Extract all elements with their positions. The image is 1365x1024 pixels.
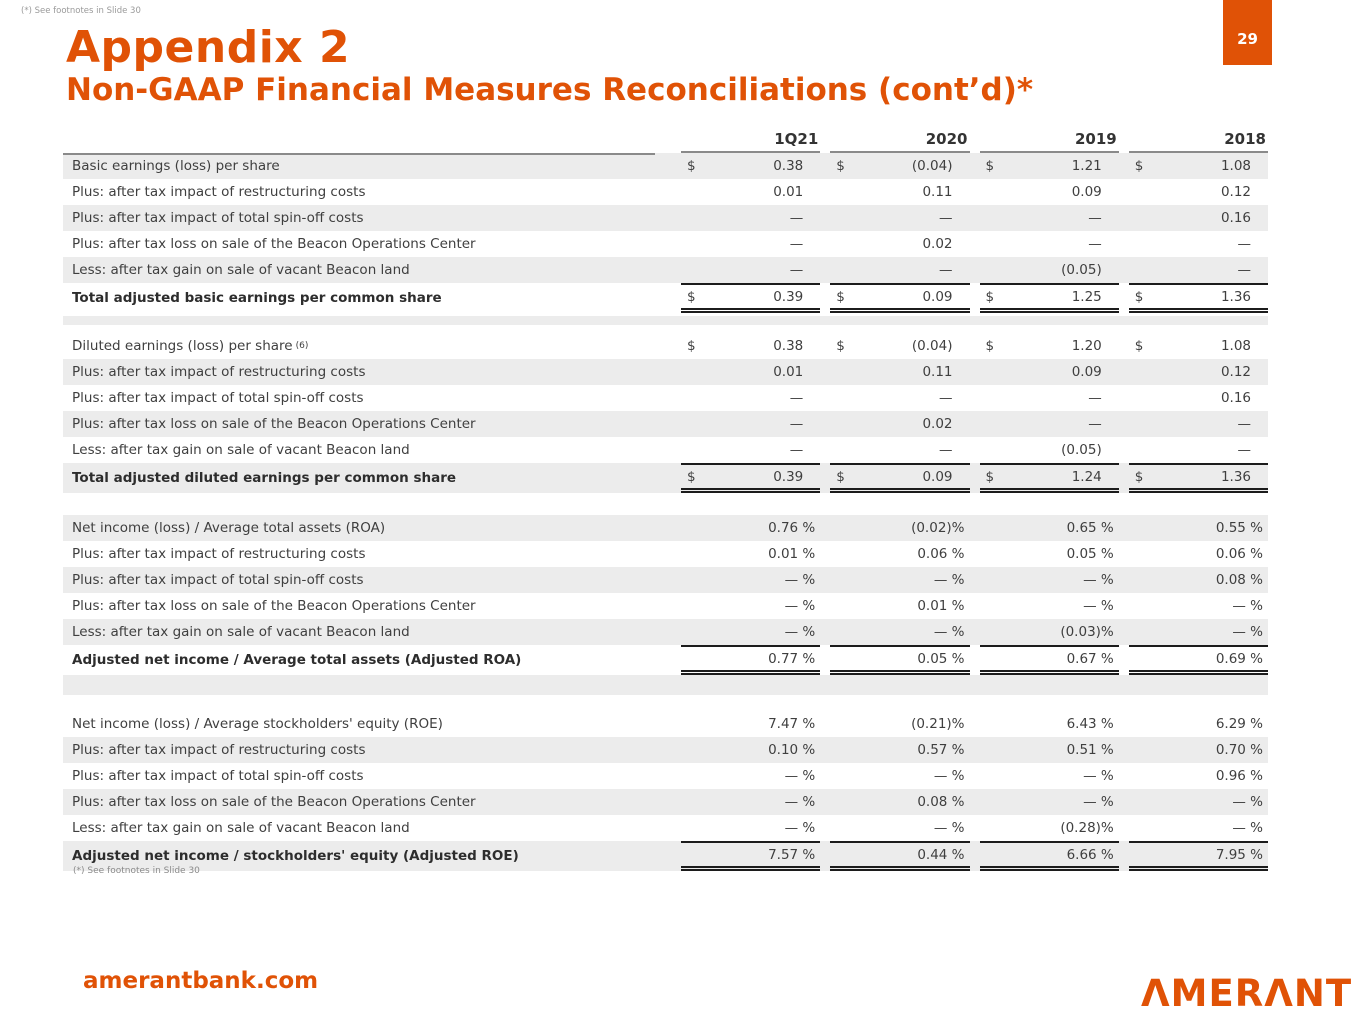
value-cell: [970, 359, 1119, 385]
row-label: Plus: after tax impact of restructuring costs: [72, 364, 366, 380]
value-cell: [970, 841, 1119, 871]
value-cell: [820, 385, 969, 411]
dollar-sign: $: [985, 338, 995, 354]
row-label: Plus: after tax impact of total spin-off costs: [72, 210, 364, 226]
value-cell: [671, 179, 820, 205]
column-header-2019: 2019: [970, 130, 1119, 153]
reconciliation-table: [63, 130, 1268, 871]
cell-value: —: [1237, 236, 1251, 252]
row-label: Plus: after tax impact of restructuring costs: [72, 184, 366, 200]
row-label: Basic earnings (loss) per share: [72, 158, 280, 174]
cell-value: 0.01: [773, 364, 804, 380]
row-label: Less: after tax gain on sale of vacant Beacon land: [72, 624, 410, 640]
cell-value: 0.10 %: [768, 742, 816, 758]
table-row: [63, 437, 1268, 463]
value-cell: [1119, 567, 1268, 593]
row-label: Plus: after tax loss on sale of the Beacon Operations Center: [72, 236, 476, 252]
table-row: [63, 567, 1268, 593]
value-cell: [1119, 815, 1268, 841]
value-cell: [671, 593, 820, 619]
value-cell: [1119, 463, 1268, 493]
cell-value: 6.43 %: [1066, 716, 1114, 732]
value-cell: [671, 737, 820, 763]
cell-value: — %: [784, 624, 816, 640]
value-cell: [671, 515, 820, 541]
cell-value: (0.04): [911, 158, 953, 174]
row-label: Total adjusted diluted earnings per common share: [72, 470, 457, 486]
dollar-sign: $: [1134, 158, 1144, 174]
value-cell: [1119, 179, 1268, 205]
value-cell: [671, 411, 820, 437]
value-cell: [820, 593, 969, 619]
value-cell: [820, 231, 969, 257]
value-cell: [820, 257, 969, 283]
value-cell: [820, 153, 969, 179]
cell-value: — %: [1083, 768, 1114, 784]
cell-value: — %: [784, 768, 816, 784]
cell-value: 0.11: [922, 364, 953, 380]
cell-value: — %: [784, 820, 816, 836]
footnote-superscript: (6): [295, 341, 309, 351]
column-header-1Q21: 1Q21: [671, 130, 820, 153]
value-cell: [820, 763, 969, 789]
cell-value: 0.02: [922, 416, 953, 432]
dollar-sign: $: [687, 338, 696, 354]
cell-value: 0.38: [773, 338, 804, 354]
row-label: Plus: after tax impact of restructuring costs: [72, 742, 366, 758]
spacer-row: [63, 675, 1268, 695]
value-cell: [970, 763, 1119, 789]
row-label: Diluted earnings (loss) per share (6): [72, 338, 309, 354]
value-cell: [671, 437, 820, 463]
value-cell: [970, 437, 1119, 463]
table-header-row: [63, 130, 1268, 153]
value-cell: [820, 789, 969, 815]
cell-value: 6.29 %: [1215, 716, 1263, 732]
cell-value: 1.36: [1220, 288, 1251, 305]
value-cell: [671, 567, 820, 593]
value-cell: [970, 619, 1119, 645]
value-cell: [671, 789, 820, 815]
cell-value: 6.66 %: [1066, 846, 1114, 863]
cell-value: 0.01 %: [917, 598, 965, 614]
value-cell: [970, 179, 1119, 205]
row-label: Less: after tax gain on sale of vacant Beacon land: [72, 262, 410, 278]
cell-value: 0.11: [922, 184, 953, 200]
value-cell: [1119, 645, 1268, 675]
value-cell: [820, 411, 969, 437]
value-cell: [970, 711, 1119, 737]
value-cell: [671, 541, 820, 567]
row-label: Net income (loss) / Average total assets (ROA): [72, 520, 386, 536]
table-row: [63, 619, 1268, 645]
cell-value: 0.96 %: [1215, 768, 1263, 784]
cell-value: 0.09: [922, 288, 953, 305]
cell-value: (0.21)%: [911, 716, 965, 732]
table-row: [63, 179, 1268, 205]
cell-value: 0.44 %: [917, 846, 965, 863]
value-cell: [970, 789, 1119, 815]
table-row: [63, 333, 1268, 359]
dollar-sign: $: [985, 288, 995, 305]
value-cell: [1119, 153, 1268, 179]
value-cell: [970, 567, 1119, 593]
value-cell: [671, 841, 820, 871]
value-cell: [970, 463, 1119, 493]
row-label: Plus: after tax impact of restructuring costs: [72, 546, 366, 562]
value-cell: [1119, 593, 1268, 619]
cell-value: —: [1088, 390, 1102, 406]
table-row: [63, 463, 1268, 493]
row-label: Less: after tax gain on sale of vacant Beacon land: [72, 442, 410, 458]
cell-value: (0.02)%: [911, 520, 965, 536]
table-row: [63, 515, 1268, 541]
value-cell: [970, 815, 1119, 841]
value-cell: [1119, 257, 1268, 283]
value-cell: [1119, 619, 1268, 645]
value-cell: [1119, 763, 1268, 789]
cell-value: (0.04): [911, 338, 953, 354]
cell-value: — %: [1083, 598, 1114, 614]
table-row: [63, 359, 1268, 385]
top-footnote: (*) See footnotes in Slide 30: [21, 6, 141, 16]
value-cell: [671, 333, 820, 359]
spacer-row: [63, 325, 1268, 333]
cell-value: 0.08 %: [917, 794, 965, 810]
value-cell: [970, 283, 1119, 313]
cell-value: 0.09: [922, 468, 953, 485]
value-cell: [1119, 231, 1268, 257]
cell-value: 0.12: [1220, 364, 1251, 380]
dollar-sign: $: [836, 288, 845, 305]
value-cell: [671, 645, 820, 675]
page-subtitle: Non-GAAP Financial Measures Reconciliations (cont’d)*: [66, 72, 1034, 108]
value-cell: [671, 763, 820, 789]
page-number: 29: [1237, 29, 1258, 48]
cell-value: 0.39: [773, 288, 804, 305]
cell-value: — %: [933, 768, 965, 784]
column-header-2020: 2020: [820, 130, 969, 153]
value-cell: [970, 541, 1119, 567]
value-cell: [820, 541, 969, 567]
value-cell: [820, 711, 969, 737]
row-label: Adjusted net income / stockholders' equity (Adjusted ROE): [72, 848, 519, 864]
page-title: Appendix 2: [66, 22, 351, 73]
table-row: [63, 231, 1268, 257]
value-cell: [1119, 437, 1268, 463]
row-label: Plus: after tax loss on sale of the Beacon Operations Center: [72, 598, 476, 614]
row-label: Plus: after tax loss on sale of the Beacon Operations Center: [72, 416, 476, 432]
value-cell: [820, 463, 969, 493]
value-cell: [1119, 789, 1268, 815]
cell-value: — %: [1232, 820, 1263, 836]
cell-value: —: [1088, 236, 1102, 252]
value-cell: [820, 619, 969, 645]
row-label: Adjusted net income / Average total assets (Adjusted ROA): [72, 652, 522, 668]
cell-value: —: [939, 262, 953, 278]
row-label: Total adjusted basic earnings per common share: [72, 290, 442, 306]
value-cell: [970, 411, 1119, 437]
cell-value: 0.09: [1071, 184, 1102, 200]
value-cell: [671, 385, 820, 411]
dollar-sign: $: [985, 158, 995, 174]
bottom-footnote: (*) See footnotes in Slide 30: [73, 866, 200, 876]
column-header-2018: 2018: [1119, 130, 1268, 153]
cell-value: (0.03)%: [1060, 624, 1114, 640]
cell-value: 0.51 %: [1066, 742, 1114, 758]
cell-value: 1.36: [1220, 468, 1251, 485]
cell-value: — %: [933, 624, 965, 640]
dollar-sign: $: [687, 158, 696, 174]
value-cell: [820, 179, 969, 205]
dollar-sign: $: [1134, 468, 1144, 485]
cell-value: 0.05 %: [1066, 546, 1114, 562]
cell-value: (0.05): [1061, 442, 1102, 458]
row-label: Plus: after tax loss on sale of the Beacon Operations Center: [72, 794, 476, 810]
dollar-sign: $: [985, 468, 995, 485]
cell-value: — %: [933, 572, 965, 588]
value-cell: [1119, 411, 1268, 437]
value-cell: [820, 645, 969, 675]
cell-value: —: [789, 390, 804, 406]
table-row: [63, 541, 1268, 567]
cell-value: —: [939, 442, 953, 458]
table-row: [63, 737, 1268, 763]
cell-value: 0.08 %: [1215, 572, 1263, 588]
cell-value: 0.70 %: [1215, 742, 1263, 758]
value-cell: [970, 593, 1119, 619]
cell-value: 1.21: [1071, 158, 1102, 174]
value-cell: [1119, 385, 1268, 411]
value-cell: [970, 385, 1119, 411]
value-cell: [820, 815, 969, 841]
row-label: Plus: after tax impact of total spin-off costs: [72, 572, 364, 588]
cell-value: 0.55 %: [1215, 520, 1263, 536]
cell-value: 0.01 %: [768, 546, 816, 562]
dollar-sign: $: [1134, 288, 1144, 305]
cell-value: 0.69 %: [1215, 650, 1263, 667]
value-cell: [820, 437, 969, 463]
website-link: amerantbank.com: [83, 968, 319, 994]
cell-value: 0.16: [1220, 210, 1251, 226]
value-cell: [671, 283, 820, 313]
cell-value: —: [789, 210, 804, 226]
table-row: [63, 385, 1268, 411]
table-row: [63, 711, 1268, 737]
spacer-row: [63, 695, 1268, 711]
cell-value: —: [939, 390, 953, 406]
cell-value: 1.08: [1220, 338, 1251, 354]
table-row: [63, 789, 1268, 815]
value-cell: [671, 231, 820, 257]
cell-value: 7.47 %: [768, 716, 816, 732]
cell-value: 0.06 %: [917, 546, 965, 562]
value-cell: [1119, 515, 1268, 541]
table-row: [63, 593, 1268, 619]
cell-value: — %: [784, 794, 816, 810]
cell-value: — %: [1232, 598, 1263, 614]
cell-value: 0.12: [1220, 184, 1251, 200]
value-cell: [820, 841, 969, 871]
cell-value: —: [1237, 262, 1251, 278]
value-cell: [1119, 359, 1268, 385]
value-cell: [1119, 205, 1268, 231]
cell-value: (0.28)%: [1060, 820, 1114, 836]
cell-value: 1.24: [1071, 468, 1102, 485]
cell-value: 0.01: [773, 184, 804, 200]
value-cell: [820, 359, 969, 385]
cell-value: 0.39: [773, 468, 804, 485]
value-cell: [1119, 541, 1268, 567]
cell-value: 0.67 %: [1066, 650, 1114, 667]
cell-value: — %: [784, 598, 816, 614]
value-cell: [671, 711, 820, 737]
cell-value: — %: [1232, 794, 1263, 810]
table-row: [63, 283, 1268, 313]
cell-value: 0.65 %: [1066, 520, 1114, 536]
table-row: [63, 763, 1268, 789]
value-cell: [671, 359, 820, 385]
cell-value: 0.06 %: [1215, 546, 1263, 562]
value-cell: [1119, 283, 1268, 313]
dollar-sign: $: [687, 288, 696, 305]
cell-value: (0.05): [1061, 262, 1102, 278]
cell-value: —: [1237, 416, 1251, 432]
value-cell: [820, 283, 969, 313]
dollar-sign: $: [687, 468, 696, 485]
value-cell: [671, 463, 820, 493]
cell-value: 0.05 %: [917, 650, 965, 667]
cell-value: 0.57 %: [917, 742, 965, 758]
value-cell: [970, 231, 1119, 257]
row-label: Plus: after tax impact of total spin-off costs: [72, 390, 364, 406]
cell-value: — %: [1232, 624, 1263, 640]
table-row: [63, 205, 1268, 231]
cell-value: 0.77 %: [768, 650, 816, 667]
cell-value: — %: [1083, 794, 1114, 810]
header-label-cell: [63, 130, 671, 153]
cell-value: —: [1237, 442, 1251, 458]
cell-value: —: [939, 210, 953, 226]
value-cell: [820, 737, 969, 763]
dollar-sign: $: [836, 338, 845, 354]
table-row: [63, 815, 1268, 841]
value-cell: [1119, 841, 1268, 871]
table-row: [63, 411, 1268, 437]
value-cell: [970, 645, 1119, 675]
value-cell: [820, 567, 969, 593]
table-row: [63, 841, 1268, 871]
page-number-badge: [1223, 0, 1272, 65]
value-cell: [970, 737, 1119, 763]
row-label: Net income (loss) / Average stockholders' equity (ROE): [72, 716, 443, 732]
table-row: [63, 645, 1268, 675]
value-cell: [820, 515, 969, 541]
value-cell: [820, 205, 969, 231]
cell-value: 0.09: [1071, 364, 1102, 380]
value-cell: [970, 257, 1119, 283]
value-cell: [671, 153, 820, 179]
cell-value: —: [789, 236, 804, 252]
value-cell: [970, 333, 1119, 359]
value-cell: [1119, 737, 1268, 763]
cell-value: 0.76 %: [768, 520, 816, 536]
table-row: [63, 257, 1268, 283]
cell-value: 1.20: [1071, 338, 1102, 354]
dollar-sign: $: [836, 158, 845, 174]
cell-value: 1.08: [1220, 158, 1251, 174]
row-label: Plus: after tax impact of total spin-off costs: [72, 768, 364, 784]
value-cell: [671, 619, 820, 645]
value-cell: [970, 205, 1119, 231]
value-cell: [1119, 333, 1268, 359]
value-cell: [970, 515, 1119, 541]
spacer-row: [63, 493, 1268, 515]
value-cell: [1119, 711, 1268, 737]
value-cell: [671, 257, 820, 283]
cell-value: —: [789, 442, 804, 458]
value-cell: [671, 815, 820, 841]
amerant-logo: ΛMERΛNT: [1141, 972, 1353, 1015]
cell-value: 1.25: [1071, 288, 1102, 305]
cell-value: — %: [1083, 572, 1114, 588]
cell-value: 0.16: [1220, 390, 1251, 406]
row-label: Less: after tax gain on sale of vacant Beacon land: [72, 820, 410, 836]
cell-value: — %: [933, 820, 965, 836]
dollar-sign: $: [836, 468, 845, 485]
cell-value: —: [1088, 416, 1102, 432]
spacer-row: [63, 316, 1268, 325]
table-row: [63, 153, 1268, 179]
cell-value: — %: [784, 572, 816, 588]
cell-value: 7.57 %: [768, 846, 816, 863]
cell-value: 0.02: [922, 236, 953, 252]
cell-value: 0.38: [773, 158, 804, 174]
cell-value: —: [789, 416, 804, 432]
value-cell: [671, 205, 820, 231]
value-cell: [970, 153, 1119, 179]
cell-value: —: [1088, 210, 1102, 226]
cell-value: —: [789, 262, 804, 278]
value-cell: [820, 333, 969, 359]
cell-value: 7.95 %: [1215, 846, 1263, 863]
dollar-sign: $: [1134, 338, 1144, 354]
